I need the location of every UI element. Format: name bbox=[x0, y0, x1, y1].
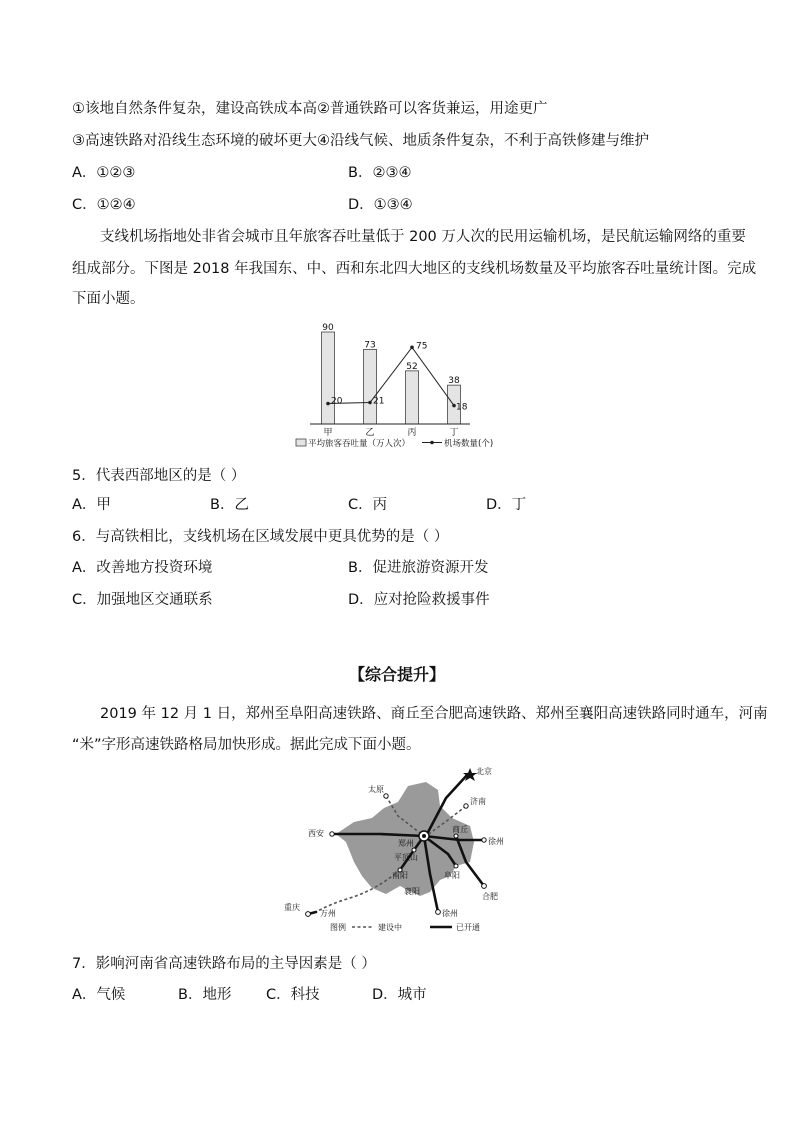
city-label-taiyuan: 太原 bbox=[368, 785, 384, 794]
q4-option-b: B．②③④ bbox=[348, 165, 412, 181]
chart-bar-label-0: 90 bbox=[322, 323, 334, 333]
chart-line-label-0: 20 bbox=[331, 396, 343, 407]
city-label-pingdingshan: 平顶山 bbox=[394, 853, 418, 862]
xuzhou-east-marker-icon bbox=[482, 838, 486, 842]
chart-bar-1 bbox=[364, 349, 377, 424]
q6-stem: 6．与高铁相比，支线机场在区域发展中更具优势的是（ ） bbox=[72, 529, 449, 545]
city-label-nanyang: 南阳 bbox=[392, 871, 408, 880]
section-title: 【综合提升】 bbox=[348, 665, 445, 684]
chart-bar-label-2: 52 bbox=[406, 361, 418, 372]
taiyuan-marker-icon bbox=[384, 794, 388, 798]
legend-line-marker bbox=[430, 441, 434, 445]
city-label-zhengzhou: 郑州 bbox=[398, 839, 414, 848]
chart-bar-label-1: 73 bbox=[364, 340, 376, 351]
chart-category-label-3: 丁 bbox=[449, 428, 459, 438]
airport-chart bbox=[290, 318, 520, 450]
city-label-jinan: 济南 bbox=[470, 797, 486, 806]
city-label-xuzhou-south: 徐州 bbox=[442, 909, 458, 918]
chongqing-marker-icon bbox=[306, 912, 311, 917]
intro1-line-2: 组成部分。下图是 2018 年我国东、中、西和东北四大地区的支线机场数量及平均旅客吞吐量统计图。完成 bbox=[72, 261, 757, 277]
q5-option-a: A．甲 bbox=[72, 497, 111, 513]
legend-bar-label: 平均旅客吞吐量（万人次） bbox=[308, 439, 411, 449]
chart-legend bbox=[296, 438, 493, 449]
city-label-xiangyang: 襄阳 bbox=[404, 887, 420, 896]
map-legend-open: 已开通 bbox=[456, 923, 480, 932]
chart-line-point-2 bbox=[410, 346, 414, 350]
chart-line-point-0 bbox=[326, 402, 330, 406]
intro2-line-1: 2019 年 12 月 1 日，郑州至阜阳高速铁路、商丘至合肥高速铁路、郑州至襄阳高速铁路同时通车，河南 bbox=[100, 706, 768, 722]
city-label-xuzhou-east: 徐州 bbox=[488, 837, 504, 846]
q4-option-d: D．①③④ bbox=[348, 197, 413, 213]
q7-option-c: C．科技 bbox=[266, 987, 320, 1003]
q4-statement-line-2: ③高速铁路对沿线生态环境的破坏更大④沿线气候、地质条件复杂，不利于高铁修建与维护 bbox=[72, 133, 649, 149]
city-label-fuyang: 阜阳 bbox=[444, 871, 460, 880]
city-label-chongqing: 重庆 bbox=[284, 903, 300, 912]
map-legend-building: 建设中 bbox=[378, 923, 402, 932]
xuzhou-south-marker-icon bbox=[436, 910, 441, 915]
q6-option-c: C．加强地区交通联系 bbox=[72, 592, 213, 608]
q6-option-b: B．促进旅游资源开发 bbox=[348, 560, 489, 576]
q5-option-c: C．丙 bbox=[348, 497, 388, 513]
city-label-beijing: 北京 bbox=[476, 767, 492, 776]
xian-marker-icon bbox=[330, 832, 334, 836]
city-label-shangqiu: 商丘 bbox=[452, 825, 468, 834]
q4-option-a: A．①②③ bbox=[72, 165, 136, 181]
city-label-xian: 西安 bbox=[308, 829, 324, 838]
q7-option-a: A．气候 bbox=[72, 987, 126, 1003]
map-legend bbox=[330, 922, 480, 932]
chart-line-label-1: 21 bbox=[373, 396, 385, 407]
pingdingshan-marker-icon bbox=[412, 848, 416, 852]
chart-bar-label-3: 38 bbox=[448, 376, 460, 387]
chart-category-label-1: 乙 bbox=[365, 428, 375, 438]
intro2-line-2: “米”字形高速铁路格局加快形成。据此完成下面小题。 bbox=[72, 737, 421, 753]
jinan-marker-icon bbox=[464, 804, 468, 808]
chart-category-label-2: 丙 bbox=[407, 428, 417, 438]
q7-option-b: B．地形 bbox=[178, 987, 232, 1003]
q7-stem: 7．影响河南省高速铁路布局的主导因素是（ ） bbox=[72, 956, 376, 972]
q4-statement-line-1: ①该地自然条件复杂，建设高铁成本高②普通铁路可以客货兼运，用途更广 bbox=[72, 101, 548, 117]
fuyang-marker-icon bbox=[454, 864, 458, 868]
q5-stem: 5．代表西部地区的是（ ） bbox=[72, 468, 246, 484]
chart-line-label-2: 75 bbox=[416, 341, 428, 352]
henan-rail-map bbox=[280, 762, 520, 934]
city-label-wanzhou: 万州 bbox=[320, 909, 336, 918]
intro1-line-1: 支线机场指地处非省会城市且年旅客吞吐量低于 200 万人次的民用运输机场，是民航运输网络的重要 bbox=[100, 229, 746, 245]
intro1-line-3: 下面小题。 bbox=[72, 291, 145, 307]
q6-option-d: D．应对抢险救援事件 bbox=[348, 592, 490, 608]
chart-bar-0 bbox=[322, 332, 335, 424]
q4-option-c: C．①②④ bbox=[72, 197, 136, 213]
legend-bar-swatch bbox=[296, 439, 306, 446]
chart-bar-2 bbox=[406, 371, 419, 424]
city-label-hefei: 合肥 bbox=[482, 892, 498, 901]
zhengzhou-hub-dot-icon bbox=[422, 834, 426, 838]
legend-line-label: 机场数量(个) bbox=[444, 439, 494, 449]
q7-option-d: D．城市 bbox=[372, 987, 427, 1003]
chart-line-label-3: 18 bbox=[456, 402, 468, 413]
hefei-marker-icon bbox=[482, 884, 487, 889]
chart-line-point-1 bbox=[368, 401, 372, 405]
q6-option-a: A．改善地方投资环境 bbox=[72, 560, 213, 576]
map-legend-title: 图例 bbox=[330, 923, 346, 932]
q5-option-d: D．丁 bbox=[486, 497, 527, 513]
chart-line-series bbox=[328, 347, 454, 405]
chart-category-label-0: 甲 bbox=[323, 428, 333, 438]
shangqiu-marker-icon bbox=[454, 834, 458, 838]
q5-option-b: B．乙 bbox=[210, 497, 249, 513]
